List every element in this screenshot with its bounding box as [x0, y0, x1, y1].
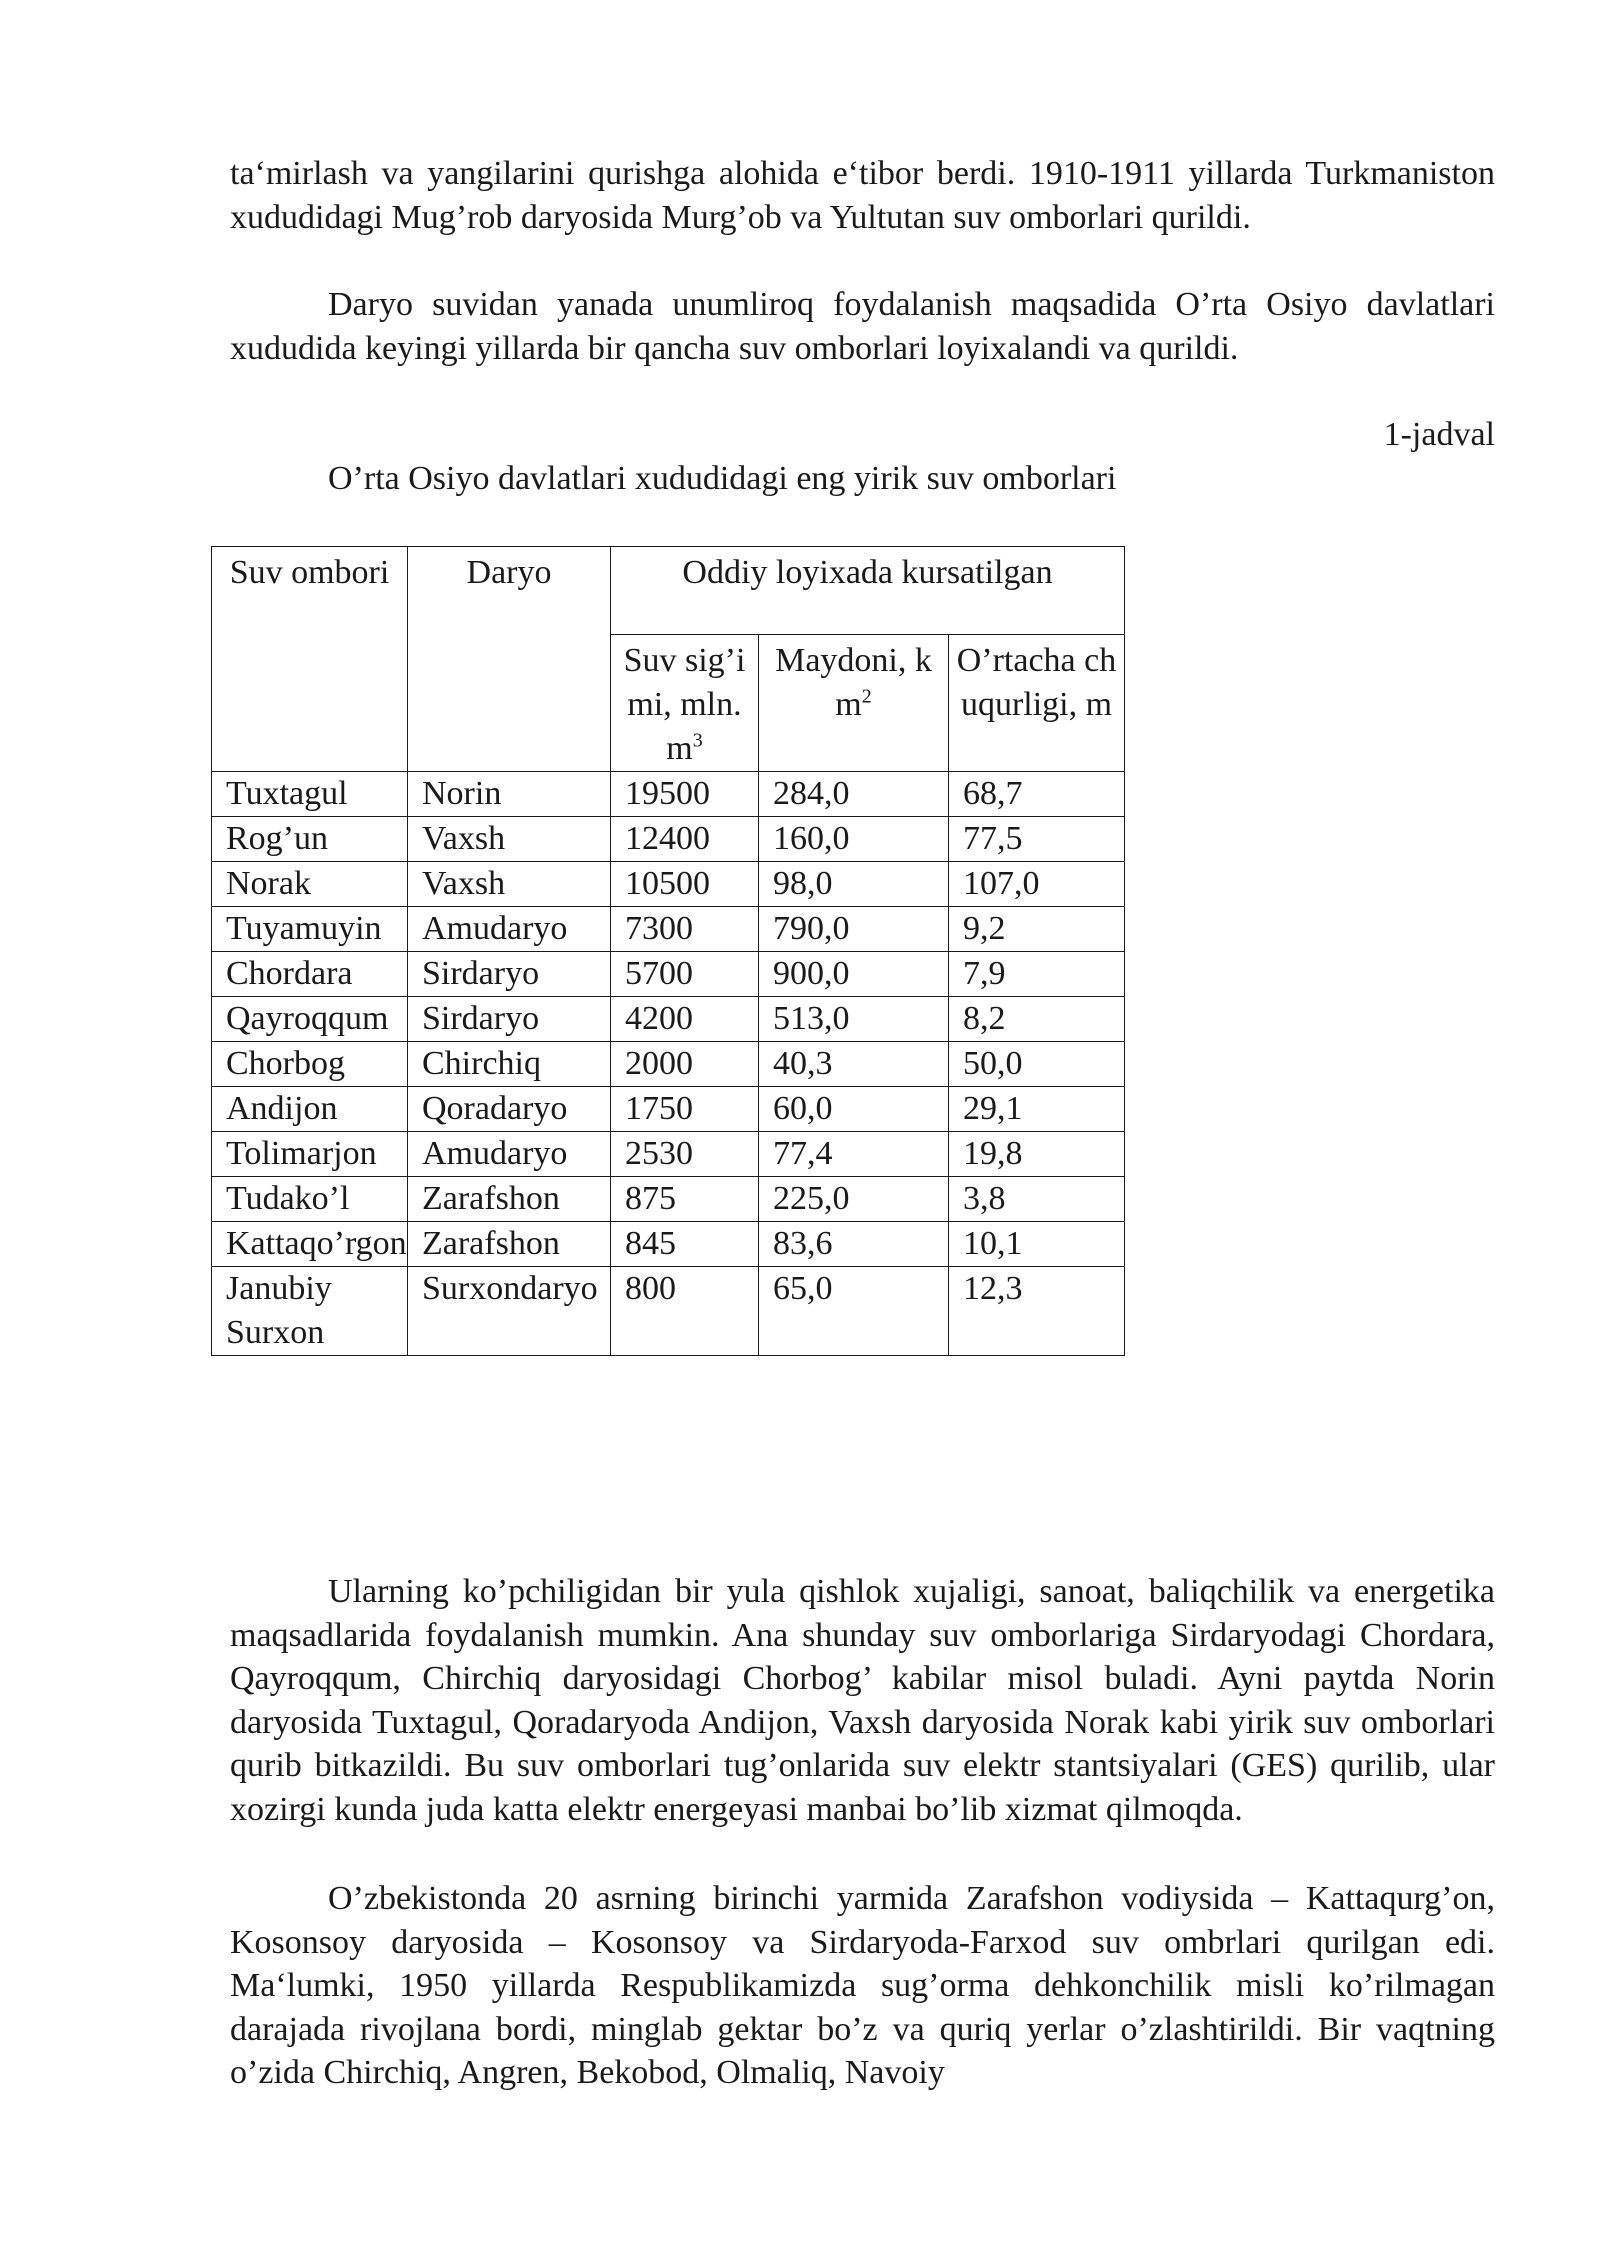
cell-depth: 12,3	[949, 1267, 1125, 1356]
header-reservoir: Suv ombori	[212, 547, 408, 772]
cell-area: 40,3	[759, 1042, 949, 1087]
cell-capacity: 875	[611, 1177, 759, 1222]
cell-reservoir: Tuyamuyin	[212, 907, 408, 952]
header-depth: O’rtacha chuqurligi, m	[949, 635, 1125, 772]
cell-river: Zarafshon	[408, 1177, 611, 1222]
cell-river: Norin	[408, 772, 611, 817]
cell-depth: 29,1	[949, 1087, 1125, 1132]
cell-area: 77,4	[759, 1132, 949, 1177]
cell-depth: 8,2	[949, 997, 1125, 1042]
cell-depth: 3,8	[949, 1177, 1125, 1222]
reservoir-table	[211, 546, 1125, 1356]
cell-reservoir: Janubiy Surxon	[212, 1267, 408, 1356]
table-title: O’rta Osiyo davlatlari xududidagi eng yirik suv omborlari	[328, 460, 1117, 497]
cell-capacity: 2000	[611, 1042, 759, 1087]
cell-reservoir: Qayroqqum	[212, 997, 408, 1042]
cell-area: 98,0	[759, 862, 949, 907]
table-number-label: 1-jadval	[1383, 416, 1495, 453]
paragraph-4-text: O’zbekistonda 20 asrning birinchi yarmida Zarafshon vodiysida – Kattaqurg’on, Kosonsoy daryosida – Kosonsoy va Sirdaryoda-Farxod suv ombrlari qurilgan edi. Ma‘lumki, 1950 yillarda Respublikamizda sug’orma dehkonchilik misli ko’rilmagan darajada rivojlana bordi, minglab gektar bo’z va quriq yerlar o’zlashtirildi. Bir vaqtning o’zida Chirchiq, Angren, Bekobod, Olmaliq, Navoiy	[230, 1880, 1495, 2091]
cell-reservoir: Tuxtagul	[212, 772, 408, 817]
cell-depth: 7,9	[949, 952, 1125, 997]
table-header-row	[212, 547, 1125, 635]
header-capacity-sup: 3	[692, 729, 703, 752]
paragraph-1-text: ta‘mirlash va yangilarini qurishga alohida e‘tibor berdi. 1910-1911 yillarda Turkmaniston xududidagi Mug’rob daryosida Murg’ob va Yultutan suv omborlari qurildi.	[230, 155, 1495, 236]
cell-capacity: 19500	[611, 772, 759, 817]
table-row	[212, 1177, 1125, 1222]
cell-river: Zarafshon	[408, 1222, 611, 1267]
cell-depth: 68,7	[949, 772, 1125, 817]
paragraph-4	[230, 1877, 1495, 2095]
cell-capacity: 800	[611, 1267, 759, 1356]
table-row	[212, 1087, 1125, 1132]
cell-capacity: 7300	[611, 907, 759, 952]
paragraph-1	[230, 152, 1495, 239]
cell-river: Surxondaryo	[408, 1267, 611, 1356]
header-capacity	[611, 635, 759, 772]
cell-reservoir: Kattaqo’rgon	[212, 1222, 408, 1267]
paragraph-3-text: Ularning ko’pchiligidan bir yula qishlok xujaligi, sanoat, baliqchilik va energetika maqsadlarida foydalanish mumkin. Ana shunday suv omborlariga Sirdaryodagi Chordara, Qayroqqum, Chirchiq daryosidagi Chorbog’ kabilar misol buladi. Ayni paytda Norin daryosida Tuxtagul, Qoradaryoda Andijon, Vaxsh daryosida Norak kabi yirik suv omborlari qurib bitkazildi. Bu suv omborlari tug’onlarida suv elektr stantsiyalari (GES) qurilib, ular xozirgi kunda juda katta elektr energeyasi manbai bo’lib xizmat qilmoqda.	[230, 1573, 1495, 1828]
paragraph-2-text: Daryo suvidan yanada unumliroq foydalanish maqsadida O’rta Osiyo davlatlari xududida keyingi yillarda bir qancha suv omborlari loyixalandi va qurildi.	[230, 286, 1495, 367]
cell-area: 900,0	[759, 952, 949, 997]
cell-river: Amudaryo	[408, 907, 611, 952]
cell-depth: 107,0	[949, 862, 1125, 907]
cell-depth: 19,8	[949, 1132, 1125, 1177]
cell-depth: 77,5	[949, 817, 1125, 862]
cell-reservoir: Rog’un	[212, 817, 408, 862]
cell-depth: 10,1	[949, 1222, 1125, 1267]
table-row	[212, 952, 1125, 997]
cell-river: Sirdaryo	[408, 952, 611, 997]
header-area-sup: 2	[861, 685, 872, 708]
cell-capacity: 2530	[611, 1132, 759, 1177]
cell-area: 790,0	[759, 907, 949, 952]
cell-river: Qoradaryo	[408, 1087, 611, 1132]
cell-area: 513,0	[759, 997, 949, 1042]
table-row	[212, 1132, 1125, 1177]
cell-river: Amudaryo	[408, 1132, 611, 1177]
cell-capacity: 10500	[611, 862, 759, 907]
paragraph-2	[230, 283, 1495, 370]
cell-depth: 50,0	[949, 1042, 1125, 1087]
table-row	[212, 1042, 1125, 1087]
table-row	[212, 817, 1125, 862]
cell-reservoir: Chorbog	[212, 1042, 408, 1087]
cell-capacity: 1750	[611, 1087, 759, 1132]
header-design-group: Oddiy loyixada kursatilgan	[611, 547, 1125, 635]
cell-area: 225,0	[759, 1177, 949, 1222]
header-river: Daryo	[408, 547, 611, 772]
table-row	[212, 1222, 1125, 1267]
header-area	[759, 635, 949, 772]
cell-capacity: 845	[611, 1222, 759, 1267]
cell-reservoir: Tolimarjon	[212, 1132, 408, 1177]
table-row	[212, 997, 1125, 1042]
paragraph-3	[230, 1570, 1495, 1831]
cell-river: Vaxsh	[408, 817, 611, 862]
cell-capacity: 12400	[611, 817, 759, 862]
cell-reservoir: Tudako’l	[212, 1177, 408, 1222]
header-capacity-text: Suv sig’imi, mln.m	[623, 642, 746, 767]
table-row	[212, 907, 1125, 952]
cell-area: 60,0	[759, 1087, 949, 1132]
cell-reservoir: Norak	[212, 862, 408, 907]
cell-area: 83,6	[759, 1222, 949, 1267]
header-area-text: Maydoni, km	[775, 642, 932, 723]
cell-reservoir: Chordara	[212, 952, 408, 997]
cell-depth: 9,2	[949, 907, 1125, 952]
cell-area: 160,0	[759, 817, 949, 862]
cell-river: Chirchiq	[408, 1042, 611, 1087]
table-row	[212, 1267, 1125, 1356]
cell-river: Sirdaryo	[408, 997, 611, 1042]
cell-area: 65,0	[759, 1267, 949, 1356]
cell-area: 284,0	[759, 772, 949, 817]
cell-river: Vaxsh	[408, 862, 611, 907]
cell-capacity: 5700	[611, 952, 759, 997]
table-row	[212, 862, 1125, 907]
table-row	[212, 772, 1125, 817]
cell-reservoir: Andijon	[212, 1087, 408, 1132]
cell-capacity: 4200	[611, 997, 759, 1042]
